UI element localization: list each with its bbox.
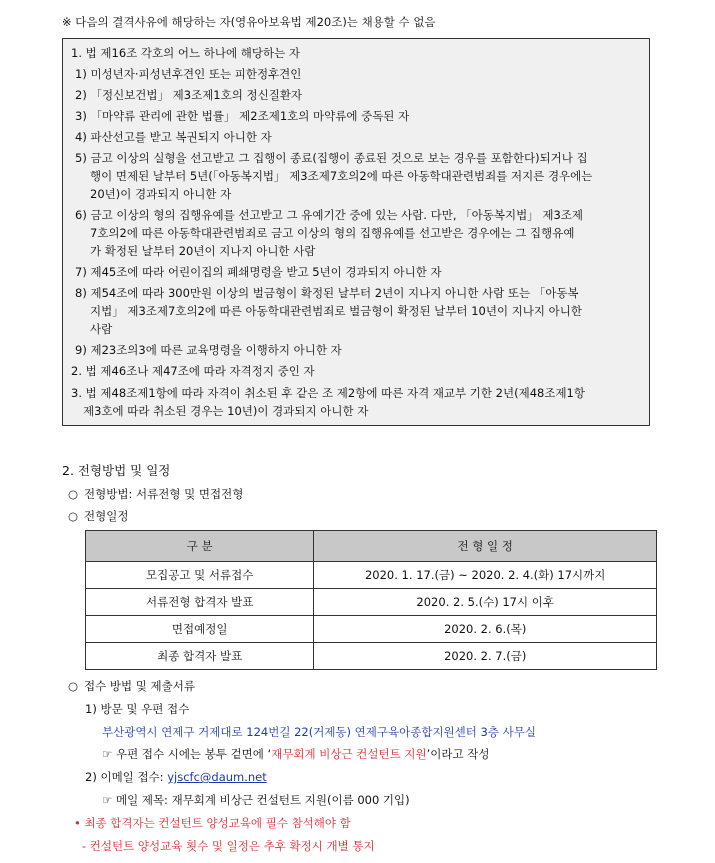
- disqualification-note: ※ 다음의 결격사유에 해당하는 자(영유아보육법 제20조)는 채용할 수 없음: [62, 15, 436, 29]
- disqualification-box: [62, 38, 650, 426]
- schedule-label: 전형일정: [84, 509, 129, 523]
- table-cell: 서류전형 합격자 발표: [86, 589, 314, 616]
- disq-line: 6) 금고 이상의 형의 집행유예를 선고받고 그 유예기간 중에 있는 사람. 다만, 「아동복지법」 제3조제: [75, 208, 583, 222]
- address-text: 부산광역시 연제구 거제대로 124번길 22(거제동) 연제구육아종합지원센터 3층 사무실: [102, 725, 536, 739]
- circle-bullet-icon: ○: [68, 679, 79, 693]
- table-cell: 2020. 2. 5.(수) 17시 이후: [314, 589, 657, 616]
- table-cell: 2020. 2. 6.(목): [314, 616, 657, 643]
- circle-bullet-icon: ○: [68, 509, 79, 523]
- disq-line: 2) 「정신보건법」 제3조제1호의 정신질환자: [75, 88, 303, 102]
- visit-label: 1) 방문 및 우편 접수: [85, 702, 190, 716]
- mail-note-highlight: 재무회계 비상근 컨설턴트 지원: [271, 747, 427, 761]
- table-cell: 2020. 2. 7.(금): [314, 643, 657, 670]
- disq-line: 8) 제54조에 따라 300만원 이상의 벌금형이 확정된 날부터 2년이 지나지 아니한 사람 또는 「아동복: [75, 286, 579, 300]
- table-cell: 모집공고 및 서류접수: [86, 562, 314, 589]
- table-header: 전 형 일 정: [314, 531, 657, 562]
- disq-line: 2. 법 제46조나 제47조에 따라 자격정지 중인 자: [71, 364, 315, 378]
- email-label: 2) 이메일 접수:: [85, 770, 168, 784]
- schedule-table: [85, 530, 657, 670]
- disq-line: 4) 파산선고를 받고 복권되지 아니한 자: [75, 130, 272, 144]
- disq-line: 20년)이 경과되지 아니한 자: [90, 187, 232, 201]
- final-note-1: • 최종 합격자는 컨설턴트 양성교육에 필수 참석해야 함: [74, 816, 351, 830]
- disq-line: 1. 법 제16조 각호의 어느 하나에 해당하는 자: [71, 46, 300, 60]
- table-row: [86, 616, 657, 643]
- email-subject: ☞ 메일 제목: 재무회계 비상근 컨설턴트 지원(이름 000 기입): [102, 793, 410, 807]
- disq-line: 지법」 제3조제7호의2에 따른 아동학대관련범죄로 벌금형이 확정된 날부터 10년이 지나지 아니한: [90, 304, 583, 318]
- method-text: 전형방법: 서류전형 및 면접전형: [84, 487, 244, 501]
- disq-line: 3. 법 제48조제1항에 따라 자격이 취소된 후 같은 조 제2항에 따른 자격 재교부 기한 2년(제48조제1항: [71, 386, 585, 400]
- table-header: 구 분: [86, 531, 314, 562]
- final-note-2: - 컨설턴트 양성교육 횟수 및 일정은 추후 확정시 개별 통지: [82, 839, 375, 853]
- disq-line: 제3호에 따라 취소된 경우는 10년)이 경과되지 아니한 자: [83, 404, 369, 418]
- email-line: [85, 769, 267, 785]
- section-title: 2. 전형방법 및 일정: [62, 463, 171, 478]
- disq-line: 9) 제23조의3에 따른 교육명령을 이행하지 아니한 자: [75, 343, 342, 357]
- disq-line: 행이 면제된 날부터 5년(「아동복지법」 제3조제7호의2에 따른 아동학대관련범죄를 저지른 경우에는: [90, 169, 593, 183]
- email-link[interactable]: yjscfc@daum.net: [167, 770, 267, 784]
- disq-line: 1) 미성년자·피성년후견인 또는 피한정후견인: [75, 67, 302, 81]
- table-header-row: [86, 531, 657, 562]
- circle-bullet-icon: ○: [68, 487, 79, 501]
- submission-label: 접수 방법 및 제출서류: [84, 679, 195, 693]
- disq-line: 7호의2에 따른 아동학대관련범죄로 금고 이상의 형의 집행유예를 선고받은 경우에는 그 집행유예: [90, 226, 575, 240]
- table-cell: 최종 합격자 발표: [86, 643, 314, 670]
- disq-line: 7) 제45조에 따라 어린이집의 폐쇄명령을 받고 5년이 경과되지 아니한 자: [75, 265, 442, 279]
- disq-line: 가 확정된 날부터 20년이 지나지 아니한 사람: [90, 244, 316, 258]
- table-row: [86, 562, 657, 589]
- disq-line: 5) 금고 이상의 실형을 선고받고 그 집행이 종료(집행이 종료된 것으로 보는 경우를 포함한다)되거나 집: [75, 151, 588, 165]
- mail-note-prefix: ☞ 우편 접수 시에는 봉투 겉면에 ‘: [102, 747, 272, 761]
- disq-line: 사람: [90, 322, 113, 336]
- table-row: [86, 643, 657, 670]
- table-cell: 2020. 1. 17.(금) ~ 2020. 2. 4.(화) 17시까지: [314, 562, 657, 589]
- submission-item: [68, 678, 195, 694]
- mail-note: [102, 746, 489, 762]
- table-row: [86, 589, 657, 616]
- mail-note-suffix: ’이라고 작성: [426, 747, 490, 761]
- method-item: [68, 486, 243, 502]
- table-cell: 면접예정일: [86, 616, 314, 643]
- disq-line: 3) 「마약류 관리에 관한 법률」 제2조제1호의 마약류에 중독된 자: [75, 109, 410, 123]
- schedule-item: [68, 508, 128, 524]
